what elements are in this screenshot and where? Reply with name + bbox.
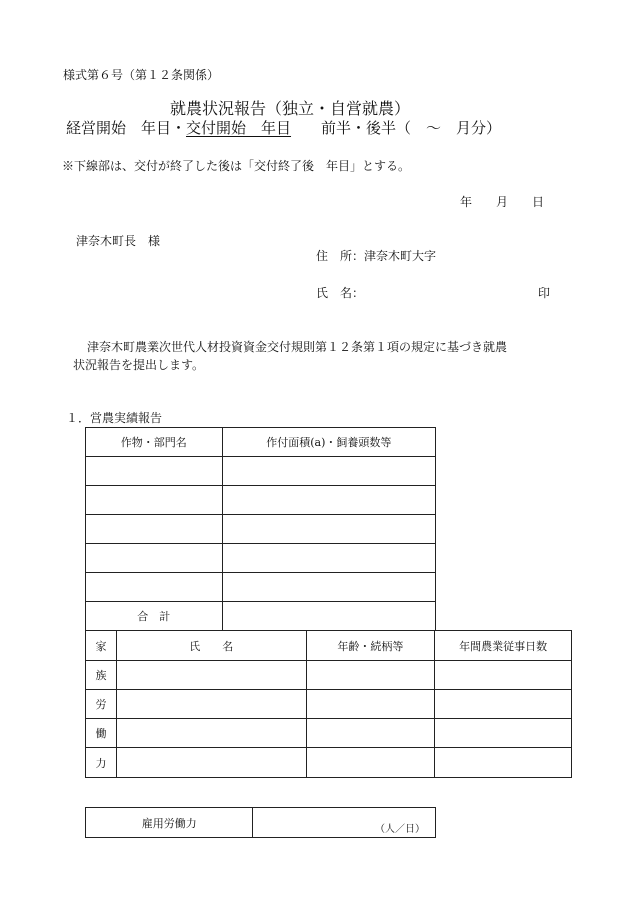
header-age-relation: 年齢・続柄等 bbox=[306, 631, 435, 661]
body-text-line1: 津奈木町農業次世代人材投資資金交付規則第１２条第１項の規定に基づき就農 bbox=[87, 340, 508, 354]
age-relation-cell[interactable] bbox=[306, 690, 435, 719]
person-name-cell[interactable] bbox=[116, 748, 306, 778]
crop-table bbox=[85, 427, 436, 631]
family-labor-table bbox=[85, 630, 572, 778]
address-line bbox=[316, 250, 436, 262]
crop-area-cell[interactable] bbox=[222, 515, 435, 544]
crop-area-cell[interactable] bbox=[222, 544, 435, 573]
crop-name-cell[interactable] bbox=[86, 457, 223, 486]
age-relation-cell[interactable] bbox=[306, 719, 435, 748]
header-work-days: 年間農業従事日数 bbox=[435, 631, 572, 661]
crop-name-cell[interactable] bbox=[86, 486, 223, 515]
work-days-cell[interactable] bbox=[435, 719, 572, 748]
subtitle-part1: 経営開始 年目・ bbox=[66, 119, 187, 137]
employment-value-cell[interactable] bbox=[253, 808, 436, 838]
total-value-cell[interactable] bbox=[222, 602, 435, 631]
person-name-cell[interactable] bbox=[116, 661, 306, 690]
family-side-label-cell: 力 bbox=[86, 748, 117, 778]
crop-area-cell[interactable] bbox=[222, 573, 435, 602]
family-side-label-cell: 家 bbox=[86, 631, 117, 661]
person-name-cell[interactable] bbox=[116, 690, 306, 719]
age-relation-cell[interactable] bbox=[306, 661, 435, 690]
crop-name-cell[interactable] bbox=[86, 573, 223, 602]
table-row bbox=[86, 690, 572, 719]
crop-name-cell[interactable] bbox=[86, 544, 223, 573]
form-number: 様式第６号（第１２条関係） bbox=[63, 68, 220, 82]
date-line: 年 月 日 bbox=[460, 195, 545, 209]
table-row bbox=[86, 486, 436, 515]
total-label: 合 計 bbox=[86, 602, 223, 631]
family-side-label-cell: 働 bbox=[86, 719, 117, 748]
table-row bbox=[86, 573, 436, 602]
employment-row bbox=[86, 808, 436, 838]
age-relation-cell[interactable] bbox=[306, 748, 435, 778]
subtitle-underlined: 交付開始 年目 bbox=[186, 119, 292, 137]
table-row bbox=[86, 719, 572, 748]
family-side-label-cell: 族 bbox=[86, 661, 117, 690]
body-text-line2: 状況報告を提出します。 bbox=[73, 358, 205, 372]
address-value: 津奈木町大字 bbox=[364, 249, 437, 263]
header-crop-name: 作物・部門名 bbox=[86, 428, 223, 457]
family-side-label-cell: 労 bbox=[86, 690, 117, 719]
seal-mark: 印 bbox=[538, 286, 551, 300]
table-row bbox=[86, 544, 436, 573]
table-row bbox=[86, 457, 436, 486]
employment-unit: （人／日） bbox=[375, 824, 425, 835]
crop-name-cell[interactable] bbox=[86, 515, 223, 544]
work-days-cell[interactable] bbox=[435, 661, 572, 690]
family-table-header bbox=[86, 631, 572, 661]
header-person-name: 氏 名 bbox=[116, 631, 306, 661]
name-label: 氏 名： bbox=[316, 286, 365, 300]
address-label: 住 所： bbox=[316, 249, 365, 263]
document-title: 就農状況報告（独立・自営就農） bbox=[170, 99, 411, 118]
section1-title: １．営農実績報告 bbox=[66, 411, 163, 425]
subtitle-part3: 前半・後半（ ～ 月分） bbox=[291, 119, 502, 137]
employment-label: 雇用労働力 bbox=[86, 808, 253, 838]
note: ※下線部は、交付が終了した後は「交付終了後 年目」とする。 bbox=[62, 159, 411, 173]
work-days-cell[interactable] bbox=[435, 690, 572, 719]
crop-table-header bbox=[86, 428, 436, 457]
table-row-total bbox=[86, 602, 436, 631]
table-row bbox=[86, 748, 572, 778]
table-row bbox=[86, 661, 572, 690]
person-name-cell[interactable] bbox=[116, 719, 306, 748]
header-crop-area: 作付面積(a)・飼養頭数等 bbox=[222, 428, 435, 457]
document-subtitle bbox=[66, 121, 501, 136]
recipient: 津奈木町長 様 bbox=[76, 234, 161, 248]
work-days-cell[interactable] bbox=[435, 748, 572, 778]
crop-area-cell[interactable] bbox=[222, 457, 435, 486]
table-row bbox=[86, 515, 436, 544]
crop-area-cell[interactable] bbox=[222, 486, 435, 515]
employment-table bbox=[85, 807, 436, 838]
